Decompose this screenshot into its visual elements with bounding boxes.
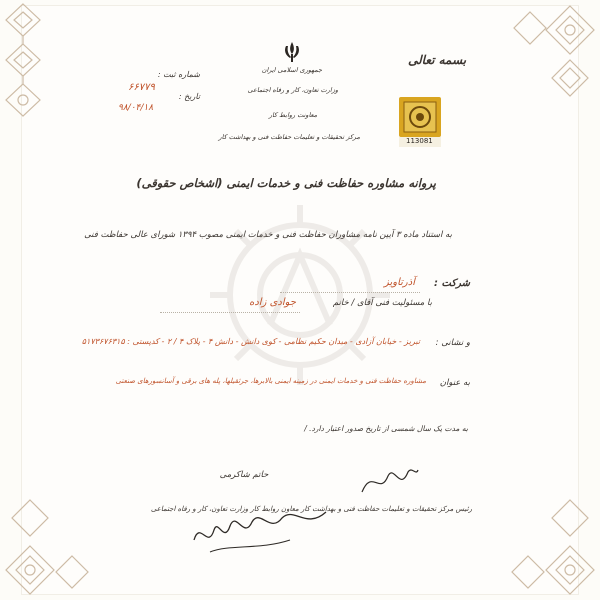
registration-number: ۶۶۷۷۹: [128, 82, 155, 93]
subject-value: مشاوره حفاظت فنی و خدمات ایمنی در زمینه ایمنی بالابرها، جرثقیلها، پله های برقی و آسانسورهای صنعتی: [115, 377, 426, 385]
responsible-value: جوادی زاده: [249, 297, 296, 308]
address-value: تبریز - خیابان آزادی - میدان حکیم نظامی - کوی دانش - دانش ۴ - پلاک ۴ / ۲ - کدپستی : ۵۱۷۳۶۷۶۳۱۵: [81, 337, 420, 346]
date-value: ۹۸/۰۴/۱۸: [118, 103, 154, 113]
ministry-line-2: وزارت تعاون، کار و رفاه اجتماعی: [247, 86, 338, 94]
signature-scribble-top-icon: [360, 462, 420, 502]
responsible-dotted-line: [160, 312, 300, 313]
ornament-bottom-right-icon: [470, 470, 600, 600]
ornament-bottom-left-icon: [0, 470, 130, 600]
registration-label: شماره ثبت :: [157, 70, 200, 79]
ministry-line-4: مرکز تحقیقات و تعلیمات حفاظت فنی و بهداشت کار: [218, 133, 360, 141]
subject-label: به عنوان: [439, 378, 470, 388]
date-label: تاریخ :: [178, 92, 200, 101]
company-label: شرکت :: [434, 278, 470, 289]
company-value: آذرتاویز: [383, 277, 415, 288]
company-dotted-line: [280, 292, 420, 293]
signatory-name: حاتم شاکرمی: [219, 470, 269, 480]
address-label: و نشانی :: [435, 338, 470, 348]
signatory-title: رئیس مرکز تحقیقات و تعلیمات حفاظت فنی و بهداشت کار معاون روابط کار وزارت تعاون، کار و رفاه اجتماعی: [150, 505, 472, 513]
intro-text: به استناد ماده ۳ آیین نامه مشاوران حفاظت فنی و خدمات ایمنی مصوب ۱۳۹۴ شورای عالی حفاظت فنی: [84, 230, 452, 240]
bismillah-heading: بسمه تعالی: [408, 53, 467, 67]
validity-text: به مدت یک سال شمسی از تاریخ صدور اعتبار دارد. /: [304, 424, 468, 433]
ministry-line-1: جمهوری اسلامی ایران: [261, 66, 322, 74]
certificate-title: پروانه مشاوره حفاظت فنی و خدمات ایمنی (اشخاص حقوقی): [136, 176, 436, 190]
hologram-seal: [398, 96, 442, 148]
responsible-label: با مسئولیت فنی آقای / خانم: [332, 298, 432, 308]
iran-emblem-icon: [280, 40, 304, 64]
hologram-code: 113081: [406, 137, 433, 145]
ornament-top-right-icon: [470, 0, 600, 130]
ministry-line-3: معاونت روابط کار: [268, 111, 318, 119]
handwritten-signature-icon: [190, 500, 330, 560]
ornament-top-left-icon: [0, 0, 46, 130]
